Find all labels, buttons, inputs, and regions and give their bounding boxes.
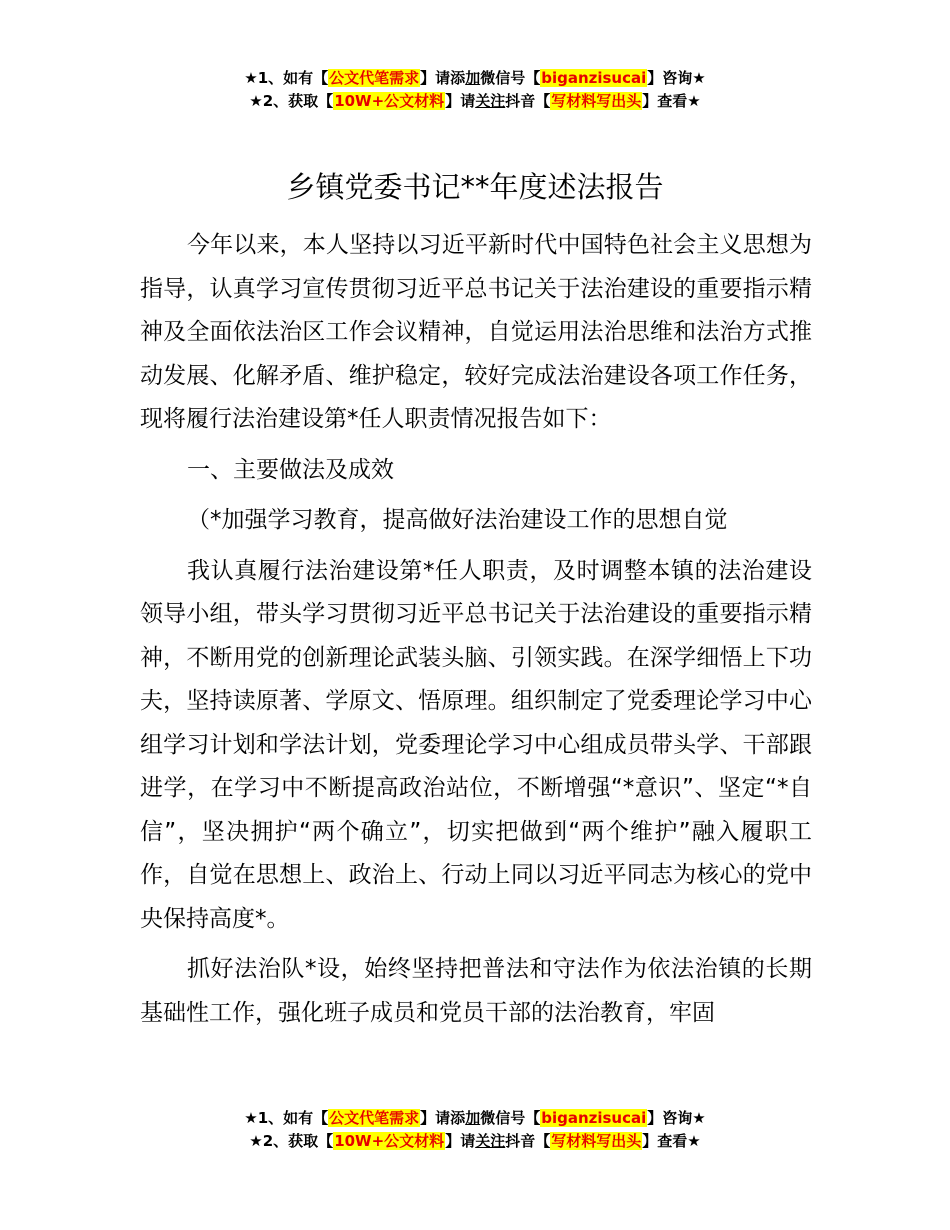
header-text: 抖音【: [505, 92, 551, 110]
footer-text: ★2、获取【: [249, 1132, 334, 1150]
footer-text: 抖音【: [505, 1132, 551, 1150]
highlight-service: 公文代笔需求: [329, 69, 420, 87]
footer-text: 】请添: [420, 1109, 466, 1127]
highlight-wechat-id: biganzisucai: [541, 1109, 647, 1127]
footer-text: 】咨询★: [647, 1109, 706, 1127]
underlined-text: 关注: [475, 1132, 506, 1150]
highlight-douyin-account: 写材料写出头: [551, 92, 642, 110]
footer-banner: [0, 1107, 950, 1153]
footer-line-2: [0, 1130, 950, 1153]
footer-text: ★1、如有【: [244, 1109, 329, 1127]
underlined-text: 关注: [475, 92, 506, 110]
paragraph-study: 我认真履行法治建设第*任人职责，及时调整本镇的法治建设领导小组，带头学习贯彻习近平总书记关于法治建设的重要指示精神，不断用党的创新理论武装头脑、引领实践。在深学细悟上下功夫，坚持读原著、学原文、悟原理。组织制定了党委理论学习中心组学习计划和学法计划，党委理论学习中心组成员带头学、干部跟进学，在学习中不断提高政治站位，不断增强“*意识”、坚定“*自信”，坚决拥护“两个确立”，切实把做到“两个维护”融入履职工作，自觉在思想上、政治上、行动上同以习近平同志为核心的党中央保持高度*。: [140, 557, 812, 932]
document-body: [140, 224, 812, 1042]
header-text: 】咨询★: [647, 69, 706, 87]
footer-text: 】请: [445, 1132, 476, 1150]
header-text: 】查看★: [642, 92, 701, 110]
footer-text: 】查看★: [642, 1132, 701, 1150]
highlight-materials: 10W+公文材料: [334, 92, 445, 110]
underlined-text: 加: [465, 1109, 481, 1127]
highlight-wechat-id: biganzisucai: [541, 69, 647, 87]
section-heading: 一、主要做法及成效: [187, 456, 394, 483]
highlight-materials: 10W+公文材料: [334, 1132, 445, 1150]
header-text: 微信号【: [480, 69, 541, 87]
highlight-service: 公文代笔需求: [329, 1109, 420, 1127]
header-text: 】请: [445, 92, 476, 110]
footer-text: 微信号【: [480, 1109, 541, 1127]
footer-line-1: [0, 1107, 950, 1130]
header-text: ★2、获取【: [249, 92, 334, 110]
header-line-2: [0, 90, 950, 113]
underlined-text: 加: [465, 69, 481, 87]
header-banner: [0, 67, 950, 113]
header-line-1: [0, 67, 950, 90]
header-text: ★1、如有【: [244, 69, 329, 87]
highlight-douyin-account: 写材料写出头: [551, 1132, 642, 1150]
paragraph-team: 抓好法治队*设，始终坚持把普法和守法作为依法治镇的长期基础性工作，强化班子成员和党员干部的法治教育，牢固: [140, 956, 812, 1026]
header-text: 】请添: [420, 69, 466, 87]
paragraph-intro: 今年以来，本人坚持以习近平新时代中国特色社会主义思想为指导，认真学习宣传贯彻习近平总书记关于法治建设的重要指示精神及全面依法治区工作会议精神，自觉运用法治思维和法治方式推动发展、化解矛盾、维护稳定，较好完成法治建设各项工作任务，现将履行法治建设第*任人职责情况报告如下：: [140, 232, 812, 432]
subsection-heading: （*加强学习教育，提高做好法治建设工作的思想自觉: [187, 507, 728, 533]
document-title: 乡镇党委书记**年度述法报告: [286, 170, 664, 204]
